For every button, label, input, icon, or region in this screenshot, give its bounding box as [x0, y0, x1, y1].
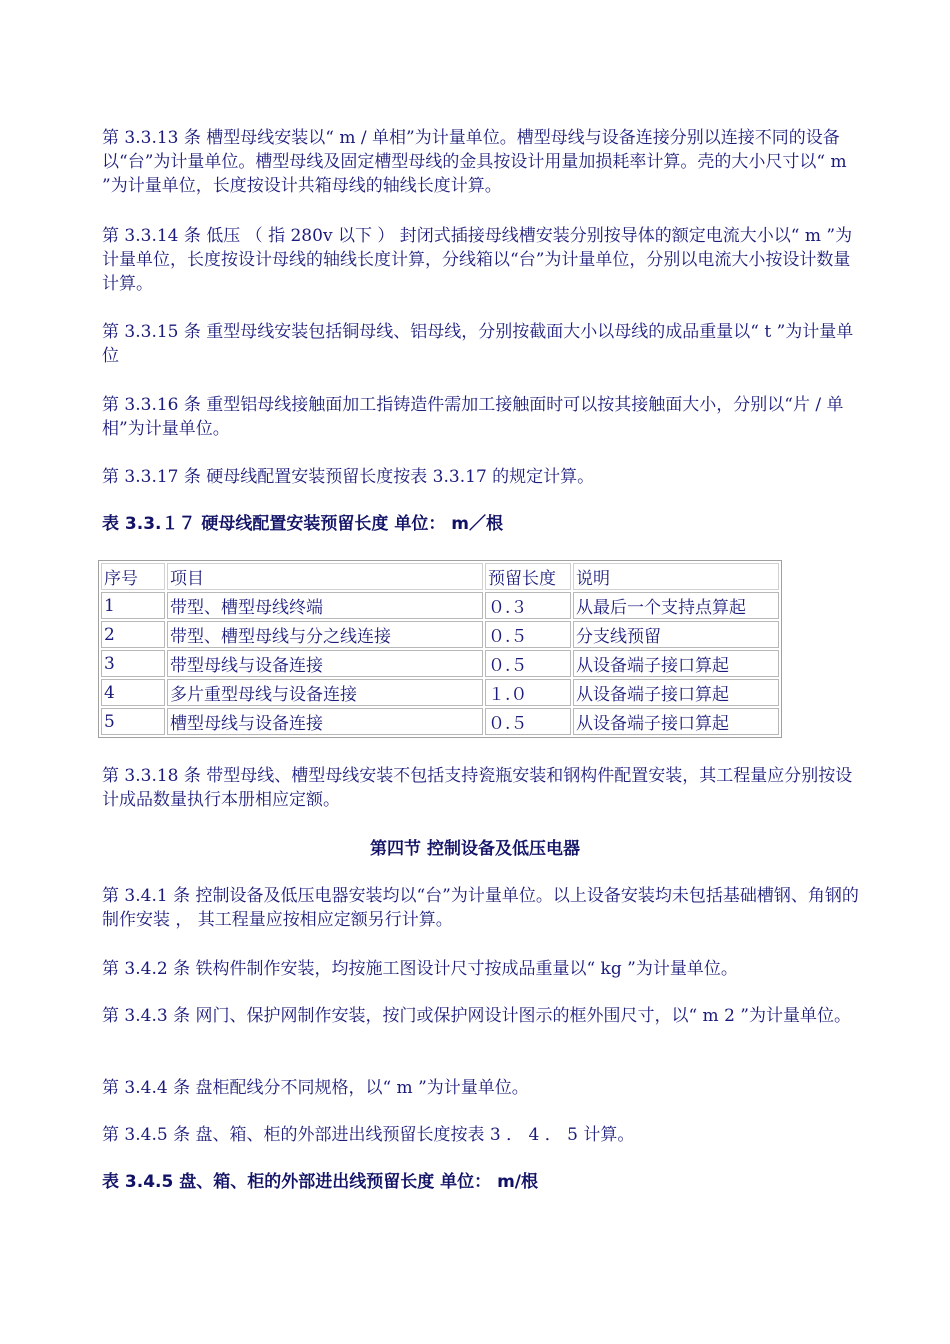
cell-index: 3	[101, 650, 165, 677]
cell-length: ０.５	[485, 650, 571, 677]
table-3-3-17	[98, 560, 782, 738]
paragraph-3-4-4: 第 3.4.4 条 盘柜配线分不同规格，以“ m ”为计量单位。	[102, 1078, 529, 1098]
paragraph-3-3-17: 第 3.3.17 条 硬母线配置安装预留长度按表 3.3.17 的规定计算。	[102, 467, 595, 487]
cell-note: 从设备端子接口算起	[573, 650, 779, 677]
cell-length: １.０	[485, 679, 571, 706]
table-3-4-5-caption: 表 3.4.5 盘、箱、柜的外部进出线预留长度 单位： m/根	[102, 1172, 538, 1192]
cell-item: 槽型母线与设备连接	[167, 708, 483, 735]
cell-length: ０.５	[485, 621, 571, 648]
paragraph-3-4-1: 第 3.4.1 条 控制设备及低压电器安装均以“台”为计量单位。以上设备安装均未包括基础槽钢、角钢的制作安装 ， 其工程量应按相应定额另行计算。	[102, 886, 859, 930]
table-3-3-17-caption: 表 3.3.１７ 硬母线配置安装预留长度 单位： m／根	[102, 514, 503, 534]
cell-item: 带型母线与设备连接	[167, 650, 483, 677]
header-length: 预留长度	[485, 563, 571, 590]
header-note: 说明	[573, 563, 779, 590]
cell-note: 从设备端子接口算起	[573, 679, 779, 706]
table-row	[101, 708, 779, 735]
paragraph-3-4-2: 第 3.4.2 条 铁构件制作安装，均按施工图设计尺寸按成品重量以“ kg ”为计量单位。	[102, 959, 738, 979]
paragraph-3-3-13: 第 3.3.13 条 槽型母线安装以“ m / 单相”为计量单位。槽型母线与设备连接分别以连接不同的设备以“台”为计量单位。槽型母线及固定槽型母线的金具按设计用量加损耗率计算。壳的大小尺寸以“ m ”为计量单位，长度按设计共箱母线的轴线长度计算。	[102, 128, 847, 196]
cell-note: 从设备端子接口算起	[573, 708, 779, 735]
cell-note: 从最后一个支持点算起	[573, 592, 779, 619]
table-header-row	[101, 563, 779, 590]
table-row	[101, 592, 779, 619]
section-heading: 第四节 控制设备及低压电器	[370, 839, 580, 859]
paragraph-3-3-15: 第 3.3.15 条 重型母线安装包括铜母线、铝母线，分别按截面大小以母线的成品重量以“ t ”为计量单位	[102, 322, 854, 366]
cell-index: 2	[101, 621, 165, 648]
table-row	[101, 621, 779, 648]
table-row	[101, 650, 779, 677]
cell-index: 1	[101, 592, 165, 619]
header-index: 序号	[101, 563, 165, 590]
paragraph-3-3-16: 第 3.3.16 条 重型铝母线接触面加工指铸造件需加工接触面时可以按其接触面大小，分别以“片 / 单相”为计量单位。	[102, 395, 844, 439]
header-item: 项目	[167, 563, 483, 590]
paragraph-3-3-14: 第 3.3.14 条 低压 （ 指 280v 以下 ） 封闭式插接母线槽安装分别按导体的额定电流大小以“ m ”为计量单位，长度按设计母线的轴线长度计算，分线箱以“台”为计量单位，分别以电流大小按设计数量计算。	[102, 226, 853, 294]
cell-index: 5	[101, 708, 165, 735]
cell-length: ０.５	[485, 708, 571, 735]
cell-note: 分支线预留	[573, 621, 779, 648]
paragraph-3-3-18: 第 3.3.18 条 带型母线、槽型母线安装不包括支持瓷瓶安装和钢构件配置安装，其工程量应分别按设计成品数量执行本册相应定额。	[102, 766, 853, 810]
paragraph-3-4-3: 第 3.4.3 条 网门、保护网制作安装，按门或保护网设计图示的框外围尺寸，以“ m 2 ”为计量单位。	[102, 1006, 851, 1026]
cell-item: 多片重型母线与设备连接	[167, 679, 483, 706]
cell-item: 带型、槽型母线终端	[167, 592, 483, 619]
cell-length: ０.３	[485, 592, 571, 619]
cell-index: 4	[101, 679, 165, 706]
table-row	[101, 679, 779, 706]
cell-item: 带型、槽型母线与分之线连接	[167, 621, 483, 648]
paragraph-3-4-5: 第 3.4.5 条 盘、箱、柜的外部进出线预留长度按表 3 ． 4 ． 5 计算。	[102, 1125, 635, 1145]
